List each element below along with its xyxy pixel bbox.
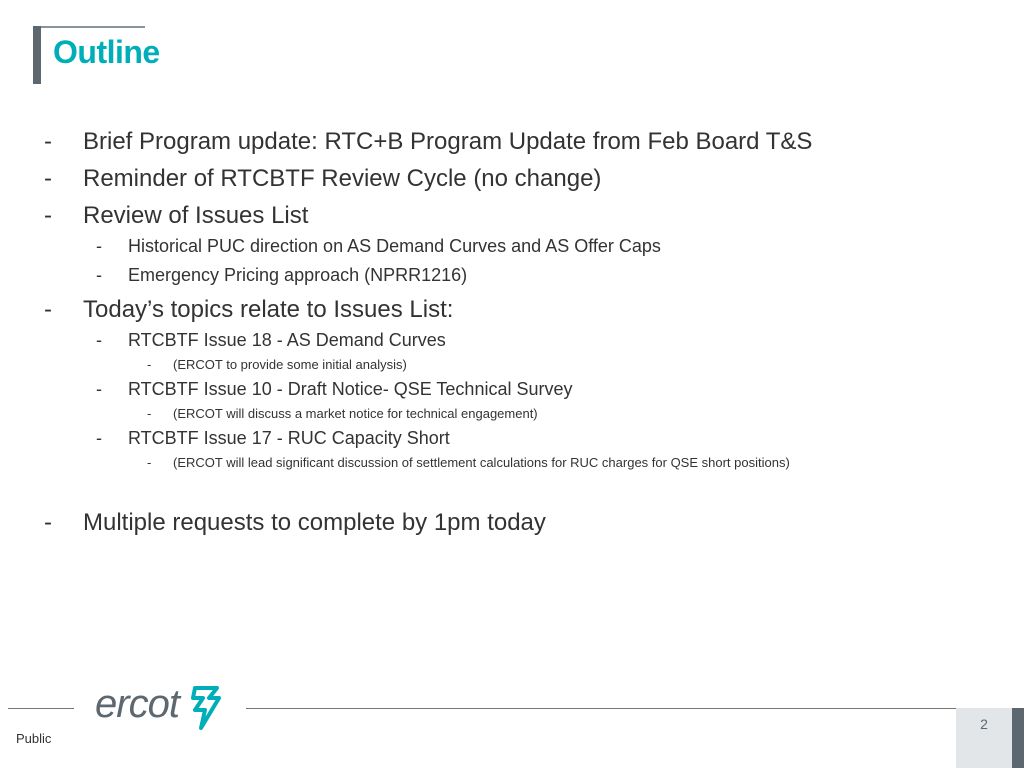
sub-sub-bullet-dash: - — [147, 406, 152, 421]
sub-bullet-item: Emergency Pricing approach (NPRR1216) — [128, 265, 468, 285]
bullet-item: Today’s topics relate to Issues List: — [83, 296, 454, 323]
sub-bullet-dash: - — [96, 265, 102, 285]
title-accent-line — [41, 26, 145, 28]
bullet-item: Brief Program update: RTC+B Program Update from Feb Board T&S — [83, 128, 813, 155]
sub-sub-bullet-dash: - — [147, 455, 152, 470]
sub-sub-bullet-dash: - — [147, 357, 152, 372]
page-number: 2 — [980, 716, 988, 732]
bullet-dash: - — [44, 165, 52, 192]
footer-divider-right — [246, 708, 980, 709]
classification-label: Public — [16, 731, 52, 746]
page-title: Outline — [53, 34, 160, 70]
bullet-item: Multiple requests to complete by 1pm today — [83, 509, 546, 536]
title-accent-bar — [33, 26, 41, 84]
footer-divider-left — [8, 708, 74, 709]
lightning-bolt-icon — [187, 684, 223, 732]
bullet-dash: - — [44, 128, 52, 155]
logo-wordmark: ercot — [95, 682, 179, 726]
bullet-item: Reminder of RTCBTF Review Cycle (no change) — [83, 165, 602, 192]
sub-bullet-item: Historical PUC direction on AS Demand Curves and AS Offer Caps — [128, 236, 661, 256]
sub-sub-bullet-item: (ERCOT will discuss a market notice for technical engagement) — [173, 406, 538, 421]
sub-bullet-dash: - — [96, 236, 102, 256]
sub-bullet-dash: - — [96, 379, 102, 399]
bullet-dash: - — [44, 296, 52, 323]
page-number-stripe — [1012, 708, 1024, 768]
sub-sub-bullet-item: (ERCOT to provide some initial analysis) — [173, 357, 407, 372]
bullet-dash: - — [44, 202, 52, 229]
bullet-dash: - — [44, 509, 52, 536]
sub-bullet-dash: - — [96, 330, 102, 350]
sub-sub-bullet-item: (ERCOT will lead significant discussion of settlement calculations for RUC charges for QSE short positions) — [173, 455, 790, 470]
bullet-item: Review of Issues List — [83, 202, 309, 229]
sub-bullet-item: RTCBTF Issue 18 - AS Demand Curves — [128, 330, 446, 350]
sub-bullet-item: RTCBTF Issue 17 - RUC Capacity Short — [128, 428, 450, 448]
sub-bullet-dash: - — [96, 428, 102, 448]
sub-bullet-item: RTCBTF Issue 10 - Draft Notice- QSE Technical Survey — [128, 379, 573, 399]
